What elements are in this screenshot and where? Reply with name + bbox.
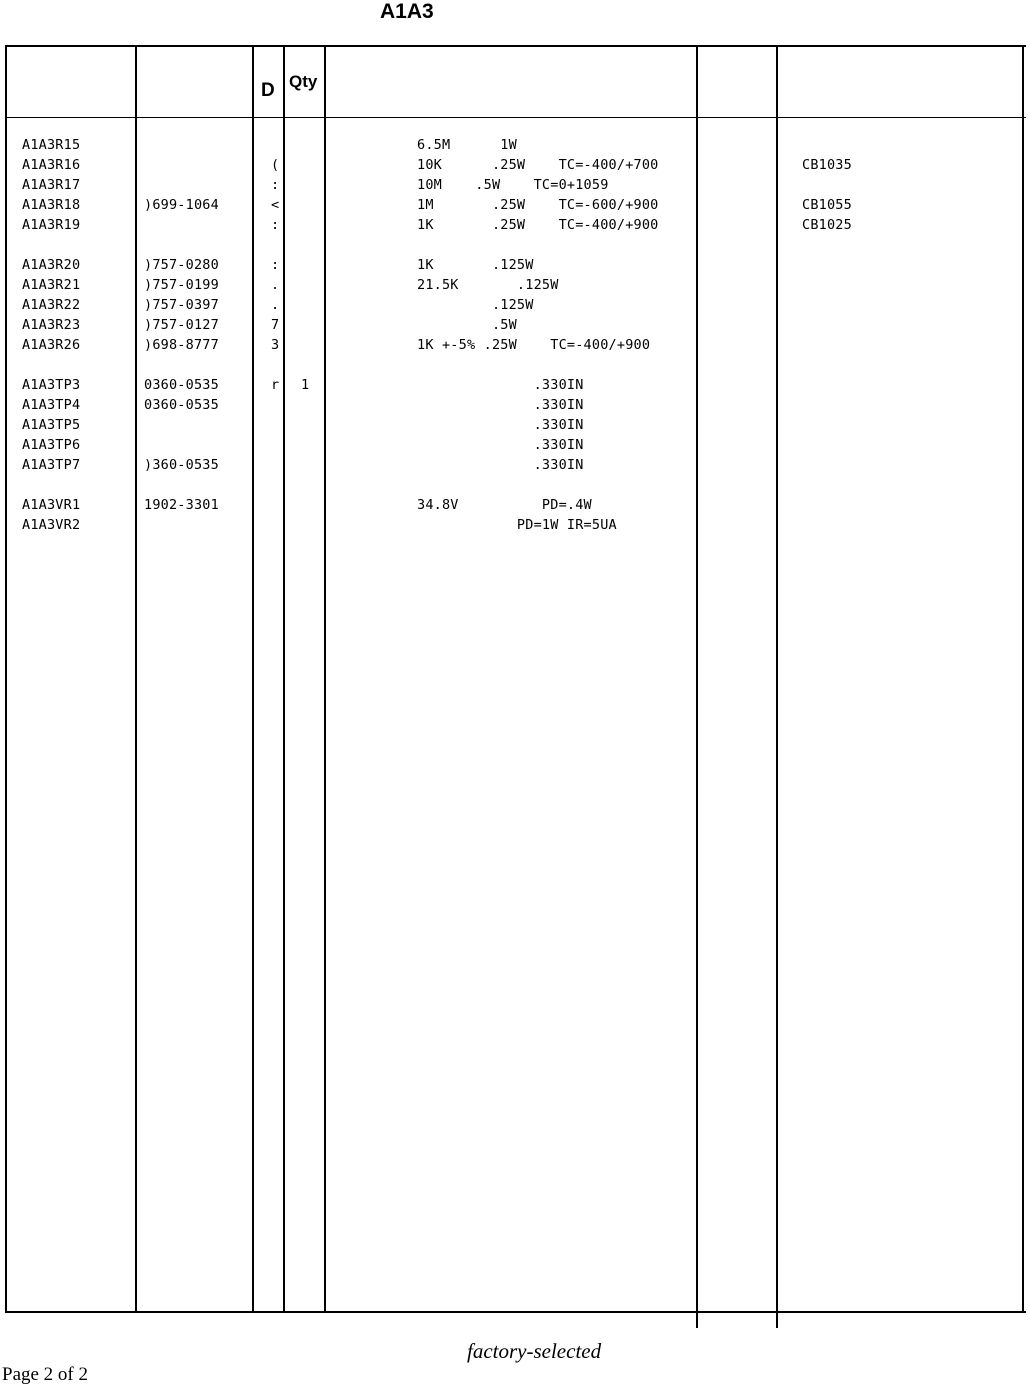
table-row (0, 415, 1030, 435)
page-number: Page 2 of 2 (2, 1364, 89, 1385)
check-digit: < (271, 197, 280, 213)
part-number: )757-0280 (144, 257, 219, 273)
header-qty: Qty (289, 72, 318, 91)
check-digit: . (271, 277, 280, 293)
footnote: factory-selected (467, 1339, 602, 1363)
description: PD=1W IR=5UA (417, 517, 617, 533)
ref-designator: A1A3R26 (22, 337, 81, 353)
check-digit: r (271, 377, 280, 393)
description: 21.5K .125W (417, 277, 559, 293)
part-number: 1902-3301 (144, 497, 219, 513)
table-bottom-border (5, 1311, 1026, 1313)
description: .330IN (417, 417, 584, 433)
table-row (0, 215, 1030, 235)
ref-designator: A1A3TP4 (22, 397, 81, 413)
check-digit: ( (271, 157, 280, 173)
table-top-border (5, 45, 1026, 47)
description: .330IN (417, 457, 584, 473)
table-row (0, 275, 1030, 295)
page-title: A1A3 (380, 0, 434, 23)
ref-designator: A1A3R17 (22, 177, 81, 193)
table-row (0, 255, 1030, 275)
part-number: )757-0127 (144, 317, 219, 333)
col-divider-left (5, 45, 7, 1313)
description: 6.5M 1W (417, 137, 517, 153)
ref-designator: A1A3R16 (22, 157, 81, 173)
ref-designator: A1A3R23 (22, 317, 81, 333)
check-digit: : (271, 217, 280, 233)
ref-designator: A1A3R19 (22, 217, 81, 233)
description: 1M .25W TC=-600/+900 (417, 197, 659, 213)
ref-designator: A1A3TP5 (22, 417, 81, 433)
col-divider-right (1022, 45, 1024, 1313)
table-row (0, 495, 1030, 515)
col-divider-d (283, 45, 285, 1313)
part-number: )360-0535 (144, 457, 219, 473)
description: 10M .5W TC=0+1059 (417, 177, 609, 193)
description: .330IN (417, 437, 584, 453)
header-separator (5, 117, 1026, 118)
part-number: 0360-0535 (144, 377, 219, 393)
ref-designator: A1A3R18 (22, 197, 81, 213)
check-digit: . (271, 297, 280, 313)
ref-designator: A1A3R20 (22, 257, 81, 273)
part-number: )757-0199 (144, 277, 219, 293)
ref-designator: A1A3R21 (22, 277, 81, 293)
description: .330IN (417, 377, 584, 393)
table-row (0, 395, 1030, 415)
description: 1K .25W TC=-400/+900 (417, 217, 659, 233)
table-row (0, 375, 1030, 395)
col-divider-desc (696, 45, 698, 1328)
check-digit: 7 (271, 317, 280, 333)
col-divider-qty (324, 45, 326, 1313)
mfr-part-code: CB1035 (802, 157, 852, 173)
description: 34.8V PD=.4W (417, 497, 592, 513)
table-row (0, 175, 1030, 195)
table-row (0, 455, 1030, 475)
col-divider-part (252, 45, 254, 1313)
table-row (0, 155, 1030, 175)
check-digit: : (271, 257, 280, 273)
ref-designator: A1A3R22 (22, 297, 81, 313)
description: 1K .125W (417, 257, 534, 273)
ref-designator: A1A3TP7 (22, 457, 81, 473)
check-digit: : (271, 177, 280, 193)
table-row (0, 315, 1030, 335)
description: 10K .25W TC=-400/+700 (417, 157, 659, 173)
check-digit: 3 (271, 337, 280, 353)
part-number: )699-1064 (144, 197, 219, 213)
quantity: 1 (301, 377, 310, 393)
description: .125W (417, 297, 534, 313)
col-divider-ref (135, 45, 137, 1313)
ref-designator: A1A3TP3 (22, 377, 81, 393)
part-number: 0360-0535 (144, 397, 219, 413)
table-row (0, 515, 1030, 535)
ref-designator: A1A3VR1 (22, 497, 81, 513)
table-row (0, 135, 1030, 155)
ref-designator: A1A3TP6 (22, 437, 81, 453)
description: 1K +-5% .25W TC=-400/+900 (417, 337, 651, 353)
table-row (0, 295, 1030, 315)
mfr-part-code: CB1055 (802, 197, 852, 213)
mfr-part-code: CB1025 (802, 217, 852, 233)
header-d: D (261, 80, 275, 101)
table-row (0, 335, 1030, 355)
table-row (0, 195, 1030, 215)
ref-designator: A1A3VR2 (22, 517, 81, 533)
description: .330IN (417, 397, 584, 413)
ref-designator: A1A3R15 (22, 137, 81, 153)
part-number: )757-0397 (144, 297, 219, 313)
table-row (0, 435, 1030, 455)
part-number: )698-8777 (144, 337, 219, 353)
description: .5W (417, 317, 517, 333)
col-divider-code (776, 45, 778, 1328)
